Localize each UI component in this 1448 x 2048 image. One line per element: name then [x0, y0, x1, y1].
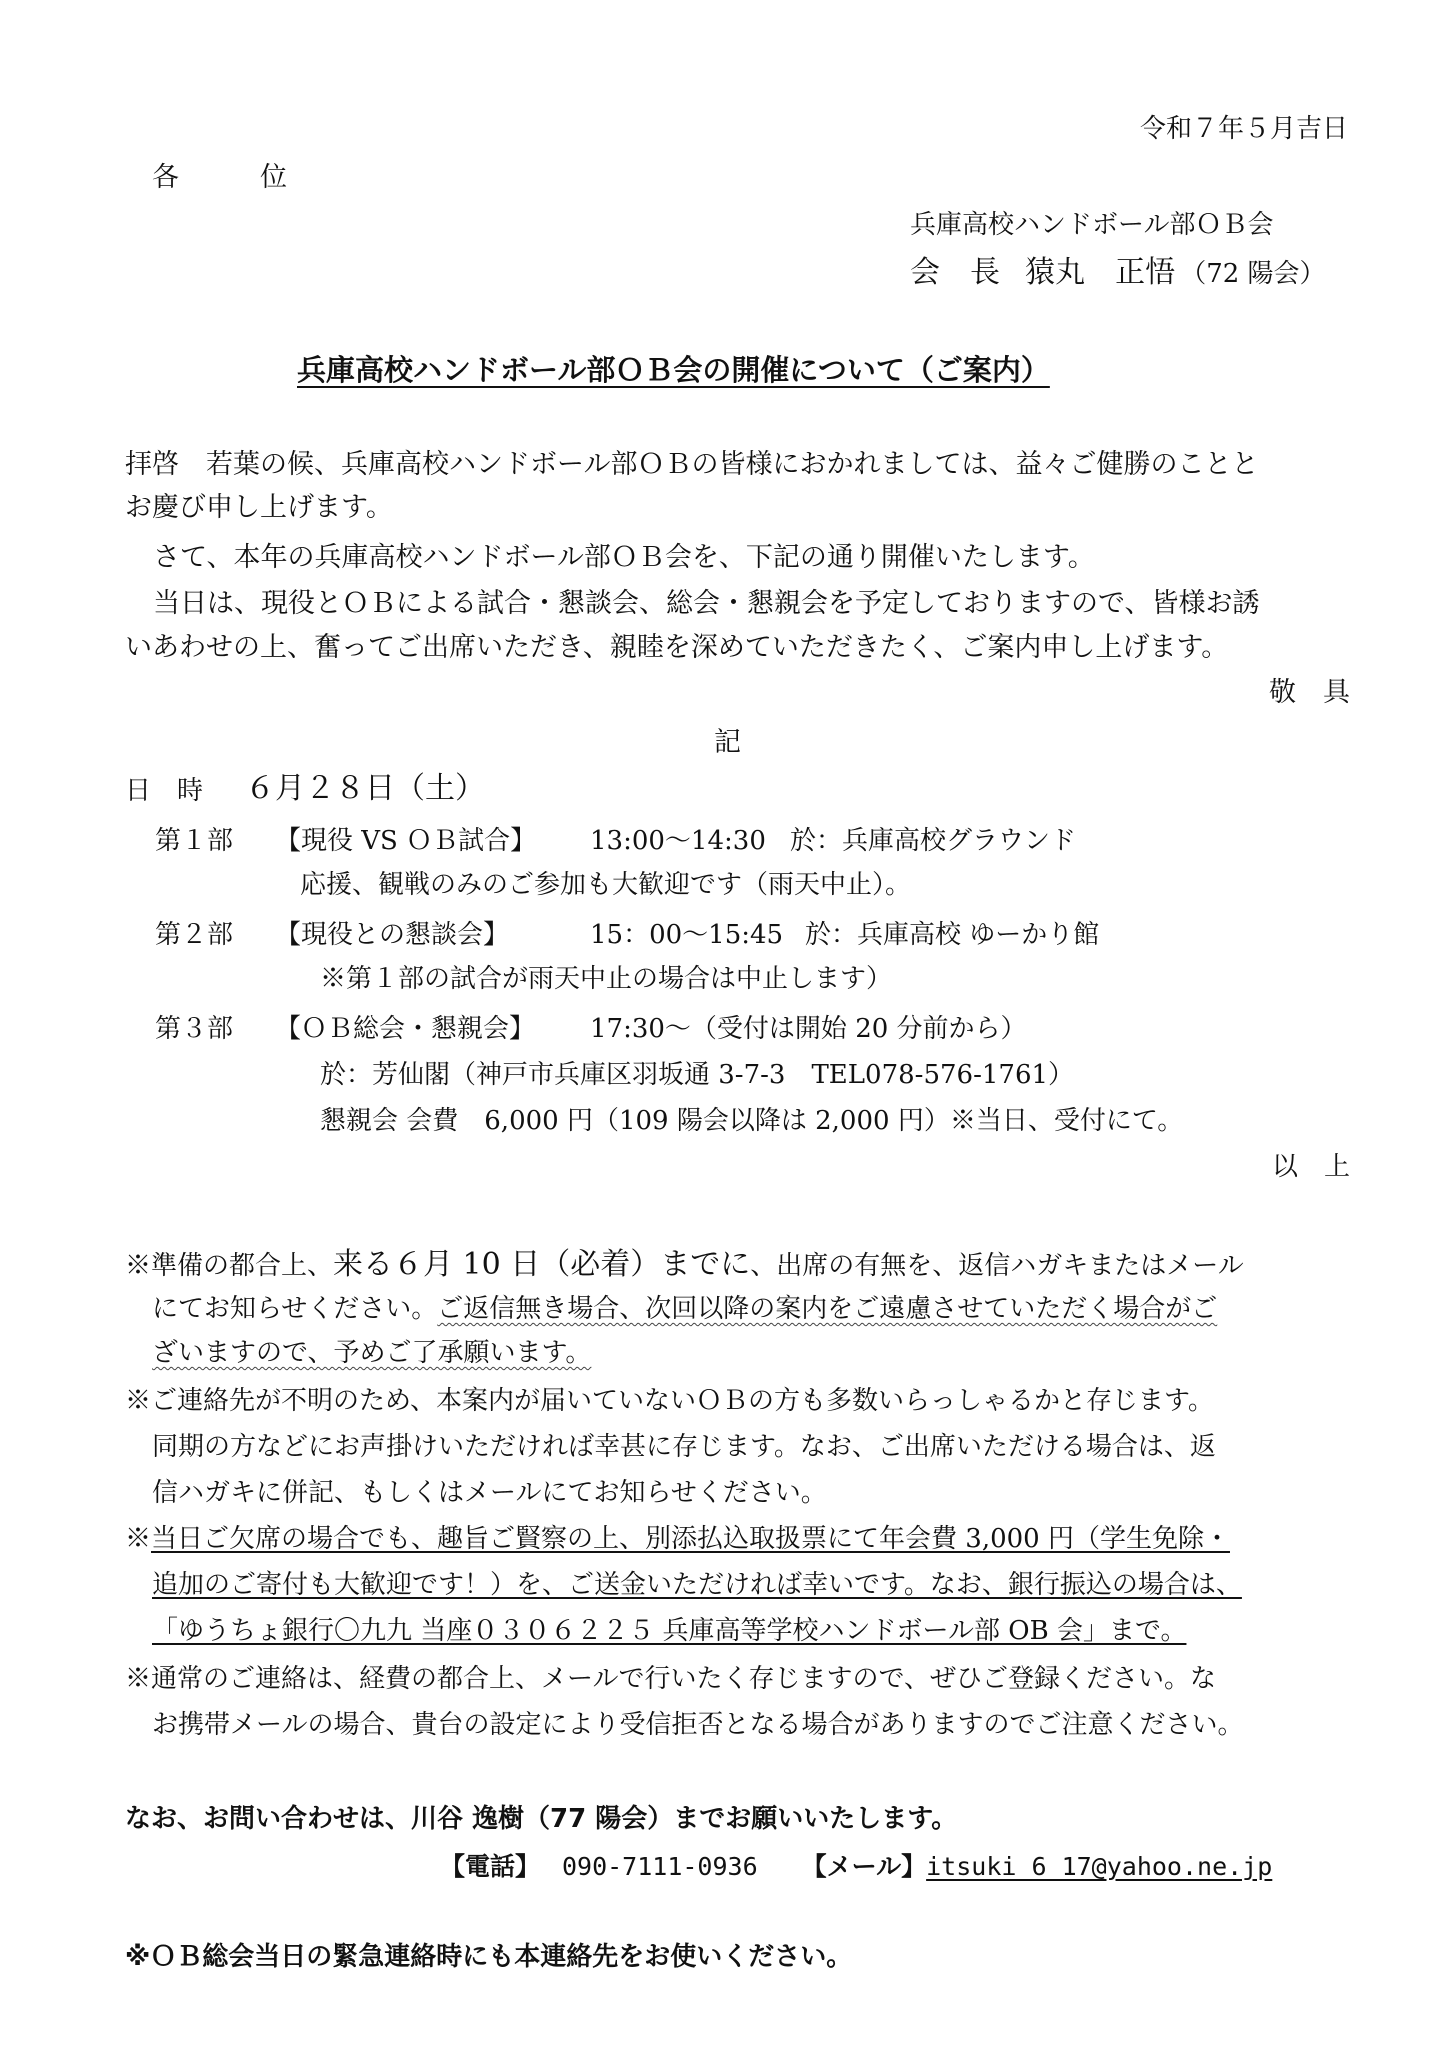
part2-time: 15：00～15:45	[590, 920, 784, 950]
part2-label: 第２部	[155, 920, 234, 950]
part3-place: 於：芳仙閣（神戸市兵庫区羽坂通 3-7-3 TEL078-576-1761）	[320, 1060, 1075, 1090]
note3-line2: 追加のご寄付も大歓迎です！）を、ご送金いただければ幸いです。なお、銀行振込の場合は、	[152, 1570, 1242, 1600]
organization-name: 兵庫高校ハンドボール部ＯＢ会	[910, 210, 1274, 240]
note1-line2	[152, 1290, 1217, 1328]
note1-line2-start: にてお知らせください。	[152, 1294, 438, 1324]
body-p3-line2: いあわせの上、奮ってご出席いただき、親睦を深めていただきたく、ご案内申し上げます。	[125, 632, 1229, 663]
part1-title: 【現役 VS ＯＢ試合】	[275, 826, 537, 856]
note3-line1	[125, 1520, 1230, 1558]
body-p3-line1: 当日は、現役とＯＢによる試合・懇談会、総会・懇親会を予定しておりますので、皆様お誘	[153, 588, 1260, 619]
contact-line	[440, 1848, 1272, 1886]
part3-label: 第３部	[155, 1014, 234, 1044]
note2-line3: 信ハガキに併記、もしくはメールにてお知らせください。	[152, 1478, 827, 1508]
note2-line2: 同期の方などにお声掛けいただければ幸甚に存じます。なお、ご出席いただける場合は、返	[152, 1432, 1216, 1462]
part2-note: ※第１部の試合が雨天中止の場合は中止します）	[320, 964, 893, 994]
part3-fee: 懇親会 会費 6,000 円（109 陽会以降は 2,000 円）※当日、受付にて。	[320, 1106, 1184, 1136]
body-p1-line1: 拝啓 若葉の候、兵庫高校ハンドボール部ＯＢの皆様におかれましては、益々ご健勝のことと	[125, 449, 1259, 480]
email-link[interactable]: itsuki_6_17@yahoo.ne.jp	[926, 1852, 1273, 1881]
date-value: ６月２８日（土）	[245, 771, 485, 806]
phone-number: 090-7111-0936	[561, 1852, 758, 1881]
body-p2: さて、本年の兵庫高校ハンドボール部ＯＢ会を、下記の通り開催いたします。	[153, 542, 1095, 573]
part2-title: 【現役との懇談会】	[275, 920, 510, 950]
note1-line1	[125, 1244, 1244, 1286]
note2-line1: ※ご連絡先が不明のため、本案内が届いていないＯＢの方も多数いらっしゃるかと存じます。	[125, 1386, 1214, 1416]
note1-warning: ご返信無き場合、次回以降の案内をご遠慮させていただく場合がご	[437, 1294, 1218, 1324]
chair-title: 会 長	[910, 255, 1000, 290]
note1-suffix: 、出席の有無を、返信ハガキまたはメール	[750, 1251, 1244, 1281]
chair-name: 猿丸 正悟	[1025, 255, 1176, 290]
note4-line2: お携帯メールの場合、貴台の設定により受信拒否となる場合がありますのでご注意ください。	[152, 1710, 1244, 1740]
note3-line3: 「ゆうちょ銀行〇九九 当座０３０６２２５ 兵庫高等学校ハンドボール部 OB 会」まで。	[152, 1616, 1187, 1646]
chair-class: （72 陽会）	[1180, 259, 1326, 289]
document-date: 令和７年５月吉日	[1139, 114, 1348, 144]
note1-deadline: 来る６月 10 日（必着）までに	[333, 1247, 751, 1282]
part3-title: 【ＯＢ総会・懇親会】	[275, 1014, 536, 1044]
ki-heading: 記	[714, 727, 741, 758]
part1-place: 於：兵庫高校グラウンド	[790, 826, 1077, 856]
date-label: 日 時	[125, 776, 204, 806]
emergency-note: ※ＯＢ総会当日の緊急連絡時にも本連絡先をお使いください。	[125, 1942, 853, 1972]
mail-label: 【メール】	[801, 1852, 927, 1881]
note3-mark: ※	[125, 1524, 152, 1554]
closing-ijo: 以 上	[1271, 1152, 1350, 1182]
closing-keigu: 敬 具	[1269, 677, 1350, 708]
note1-prefix: ※準備の都合上、	[125, 1251, 334, 1281]
part2-place: 於：兵庫高校 ゆーかり館	[805, 920, 1100, 950]
part1-label: 第１部	[155, 826, 234, 856]
part1-note: 応援、観戦のみのご参加も大歓迎です（雨天中止）。	[300, 870, 912, 900]
document-title: 兵庫高校ハンドボール部ＯＢ会の開催について（ご案内）	[297, 353, 1050, 387]
body-p1-line2: お慶び申し上げます。	[125, 492, 393, 523]
contact-intro: なお、お問い合わせは、川谷 逸樹（77 陽会）までお願いいたします。	[125, 1804, 958, 1834]
part3-time: 17:30～（受付は開始 20 分前から）	[590, 1014, 1027, 1044]
note1-line3: ざいますので、予めご了承願います。	[152, 1338, 592, 1368]
part1-time: 13:00～14:30	[590, 826, 766, 856]
note4-line1: ※通常のご連絡は、経費の都合上、メールで行いたく存じますので、ぜひご登録ください。な	[125, 1664, 1216, 1694]
chair-line	[910, 252, 1326, 294]
phone-label: 【電話】	[440, 1852, 541, 1881]
addressee: 各 位	[152, 162, 287, 193]
note3-line1-text: 当日ご欠席の場合でも、趣旨ご賢察の上、別添払込取扱票にて年会費 3,000 円（学生免除・	[151, 1524, 1230, 1554]
